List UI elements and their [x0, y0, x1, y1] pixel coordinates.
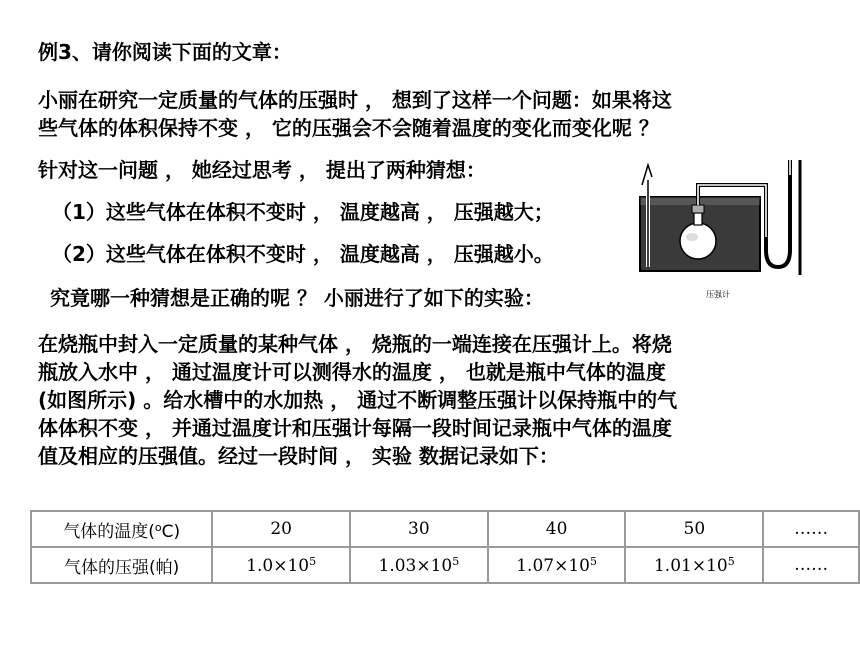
paragraph1-line2: 些气体的体积保持不变 ， 它的压强会不会随着温度的变化而变化呢 ？ [38, 116, 659, 140]
temperature-cell: 50 [625, 511, 763, 547]
experiment-intro: 究竟哪一种猜想是正确的呢 ？ 小丽进行了如下的实验： [50, 286, 544, 310]
hypothesis-2: （2）这些气体在体积不变时 ， 温度越高 ， 压强越小。 [52, 242, 554, 266]
table-row-temperature [31, 511, 859, 547]
pressure-cell: $1.01\times 10^5$ [625, 547, 763, 583]
data-table [30, 510, 860, 584]
flask [680, 223, 716, 259]
temperature-header: 气体的温度($^o$C) [31, 511, 212, 547]
pressure-cell: $1.03\times 10^5$ [350, 547, 488, 583]
paragraph1-line1: 小丽在研究一定质量的气体的压强时 ， 想到了这样一个问题：如果将这 [38, 88, 672, 112]
paragraph2-line: 瓶放入水中 ， 通过温度计可以测得水的温度 ， 也就是瓶中气体的温度 [38, 360, 666, 384]
paragraph2-line: (如图所示) 。给水槽中的水加热 ， 通过不断调整压强计以保持瓶中的气 [38, 388, 678, 412]
paragraph2 [38, 330, 813, 470]
pressure-header: 气体的压强(帕) [31, 547, 212, 583]
temperature-cell: 40 [488, 511, 626, 547]
hypothesis-1: （1）这些气体在体积不变时 ， 温度越高 ， 压强越大； [52, 200, 554, 224]
question-text: 针对这一问题 ， 她经过思考 ， 提出了两种猜想： [38, 158, 486, 182]
ellipsis-cell: …… [763, 511, 859, 547]
table-row-pressure [31, 547, 859, 583]
temperature-cell: 20 [212, 511, 350, 547]
paragraph2-line: 在烧瓶中封入一定质量的某种气体 ， 烧瓶的一端连接在压强计上。将烧 [38, 332, 672, 356]
temperature-cell: 30 [350, 511, 488, 547]
example-title: 例3、请你阅读下面的文章： [38, 40, 292, 64]
pressure-cell: $1.0\times 10^5$ [212, 547, 350, 583]
manometer-label: 压强计 [706, 290, 730, 299]
ellipsis-cell: …… [763, 547, 859, 583]
pressure-cell: $1.07\times 10^5$ [488, 547, 626, 583]
apparatus-figure [628, 155, 808, 305]
paragraph2-line: 体体积不变 ， 并通过温度计和压强计每隔一段时间记录瓶中气体的温度 [38, 416, 672, 440]
paragraph2-line: 值及相应的压强值。经过一段时间 ， 实验 数据记录如下： [38, 444, 559, 468]
